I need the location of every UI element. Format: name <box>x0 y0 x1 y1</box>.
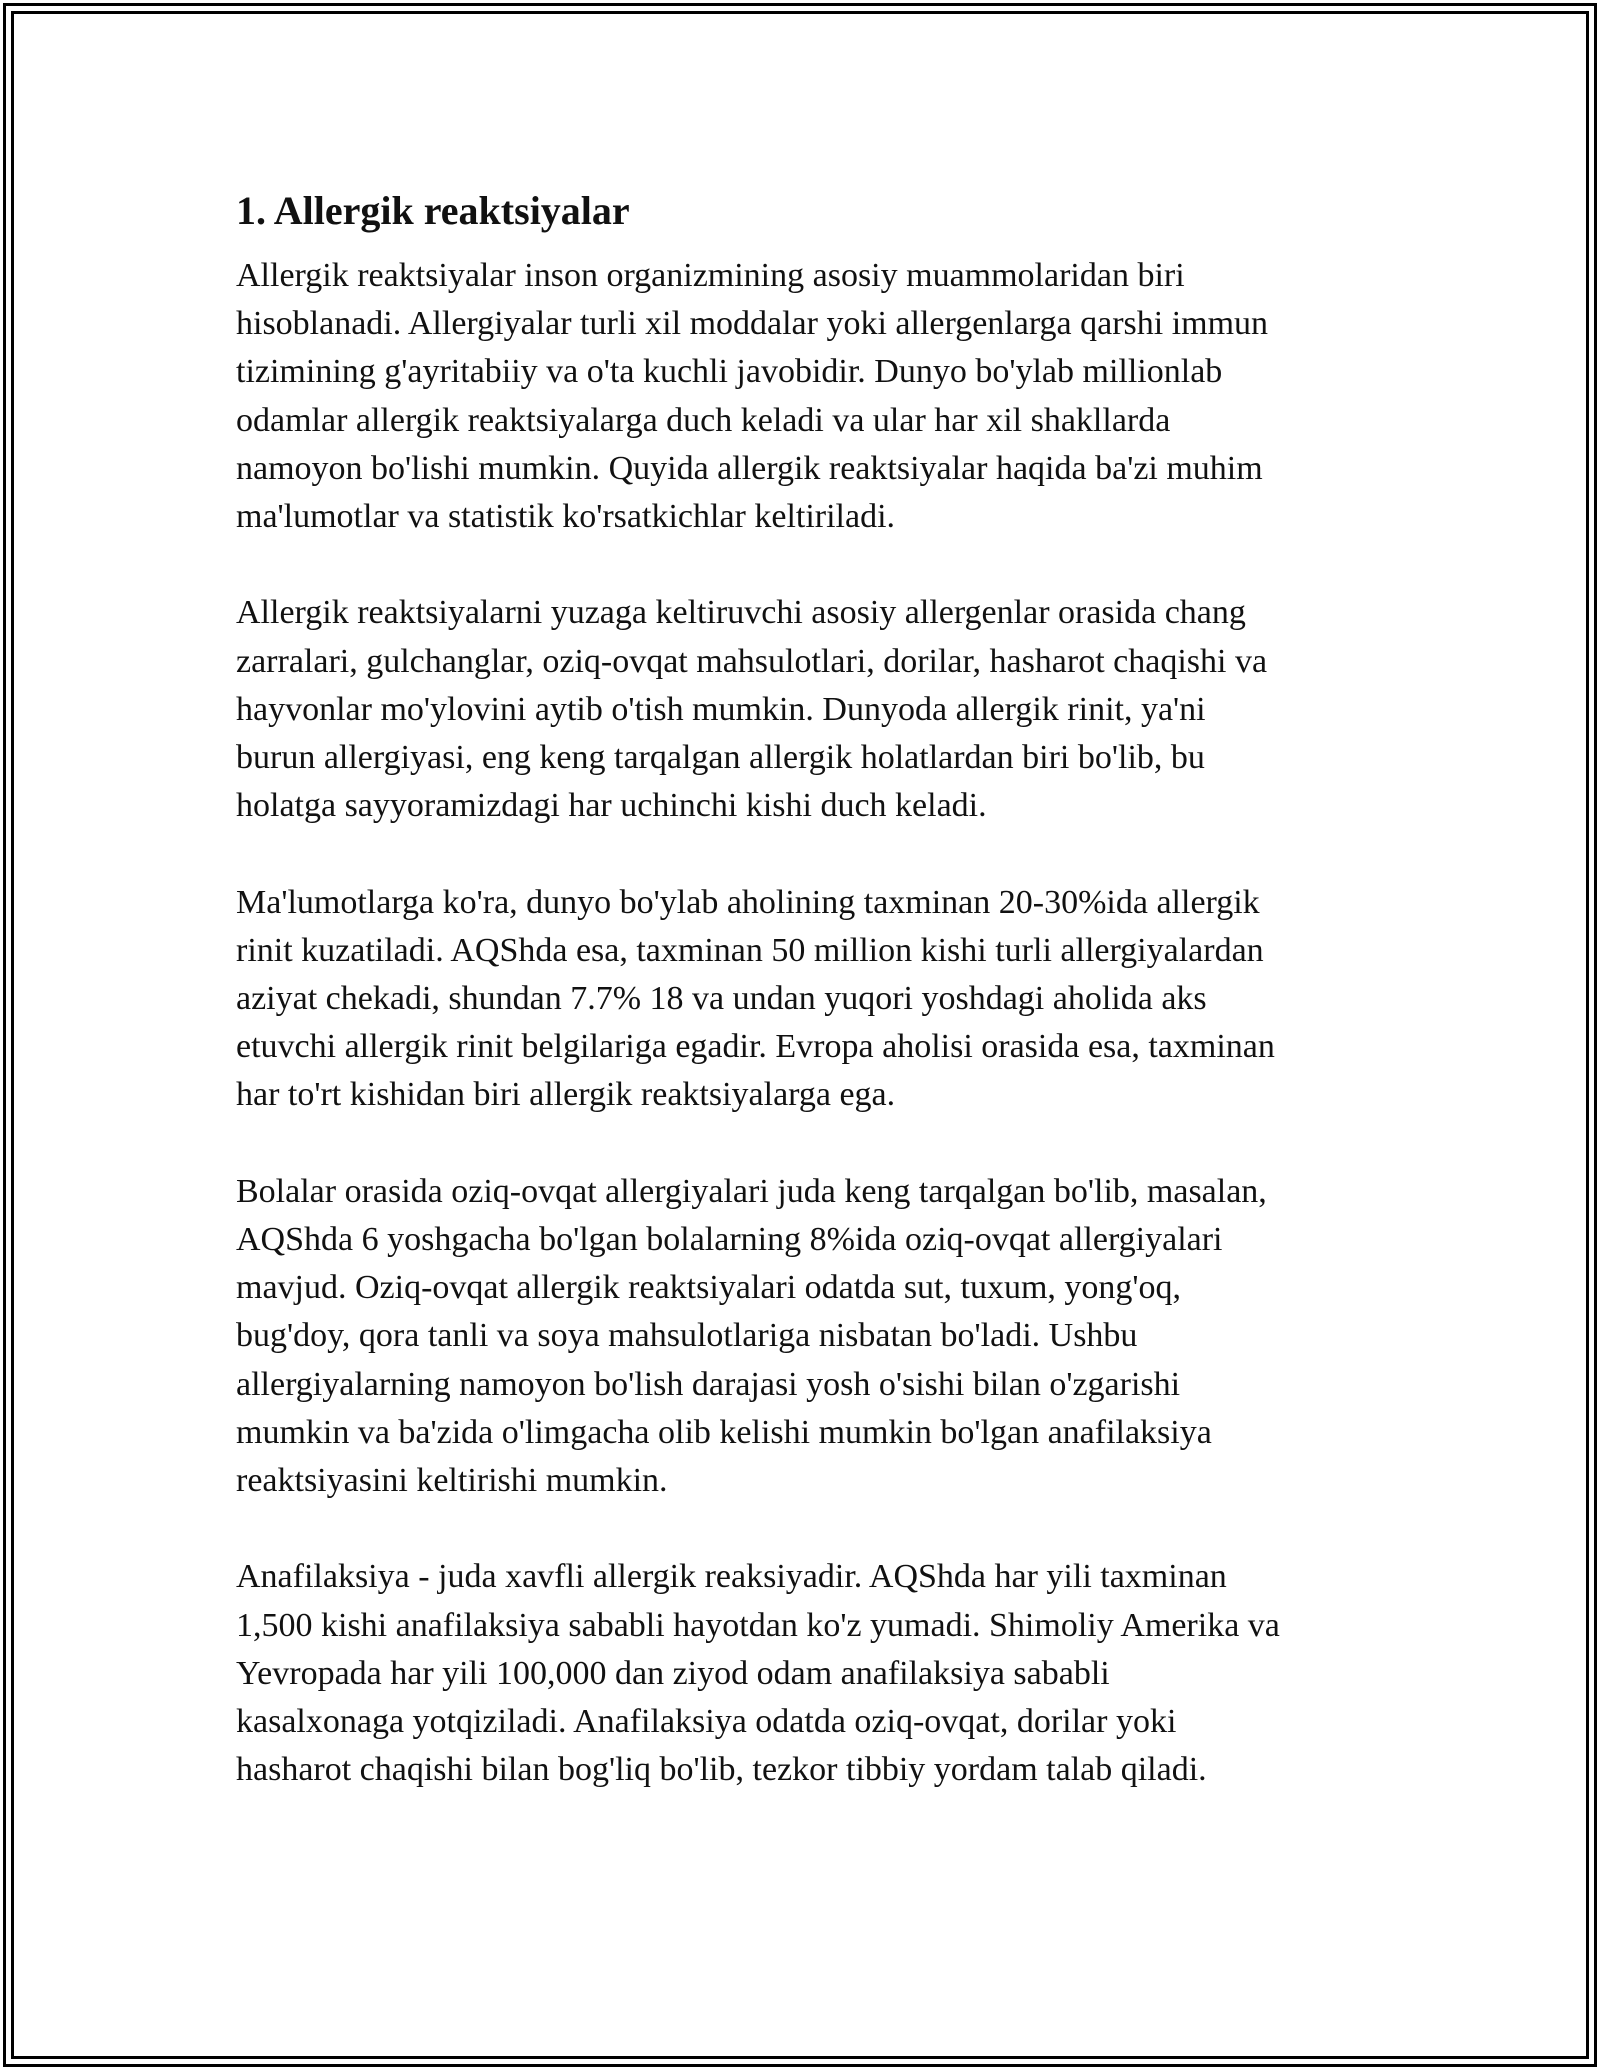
paragraph-line: mumkin va ba'zida o'limgacha olib kelishi mumkin bo'lgan anafilaksiya <box>236 1413 1212 1451</box>
paragraph-line: zarralari, gulchanglar, oziq-ovqat mahsulotlari, dorilar, hasharot chaqishi va <box>236 642 1268 680</box>
paragraph-line: hasharot chaqishi bilan bog'liq bo'lib, tezkor tibbiy yordam talab qiladi. <box>236 1751 1207 1789</box>
paragraph-line: namoyon bo'lishi mumkin. Quyida allergik reaktsiyalar haqida ba'zi muhim <box>236 449 1263 487</box>
document-body <box>236 186 1366 1843</box>
paragraph-line: hisoblanadi. Allergiyalar turli xil moddalar yoki allergenlarga qarshi immun <box>236 305 1269 343</box>
paragraph-line: Ma'lumotlarga ko'ra, dunyo bo'ylab aholining taxminan 20-30%ida allergik <box>236 883 1260 921</box>
paragraph-line: AQShda 6 yoshgacha bo'lgan bolalarning 8%ida oziq-ovqat allergiyalari <box>236 1221 1223 1259</box>
section-title: 1. Allergik reaktsiyalar <box>236 188 630 233</box>
paragraph-line: bug'doy, qora tanli va soya mahsulotlariga nisbatan bo'ladi. Ushbu <box>236 1317 1138 1355</box>
paragraph-1 <box>236 252 1366 541</box>
paragraph-line: odamlar allergik reaktsiyalarga duch keladi va ular har xil shakllarda <box>236 401 1171 439</box>
paragraph-line: ma'lumotlar va statistik ko'rsatkichlar keltiriladi. <box>236 498 896 536</box>
paragraph-3 <box>236 879 1366 1120</box>
paragraph-line: Yevropada har yili 100,000 dan ziyod odam anafilaksiya sababli <box>236 1654 1110 1692</box>
paragraph-line: etuvchi allergik rinit belgilariga egadir. Evropa aholisi orasida esa, taxminan <box>236 1028 1275 1066</box>
paragraph-line: Allergik reaktsiyalar inson organizmining asosiy muammolaridan biri <box>236 257 1185 294</box>
paragraph-line: mavjud. Oziq-ovqat allergik reaktsiyalari odatda sut, tuxum, yong'oq, <box>236 1269 1182 1307</box>
paragraph-line: Allergik reaktsiyalarni yuzaga keltiruvchi asosiy allergenlar orasida chang <box>236 594 1246 632</box>
paragraph-2 <box>236 589 1366 830</box>
paragraph-line: Anafilaksiya - juda xavfli allergik reaksiyadir. AQShda har yili taxminan <box>236 1558 1227 1596</box>
paragraph-line: tizimining g'ayritabiiy va o'ta kuchli javobidir. Dunyo bo'ylab millionlab <box>236 353 1223 391</box>
paragraph-line: holatga sayyoramizdagi har uchinchi kishi duch keladi. <box>236 787 987 825</box>
paragraph-line: aziyat chekadi, shundan 7.7% 18 va undan yuqori yoshdagi aholida aks <box>236 980 1207 1018</box>
paragraph-5 <box>236 1553 1366 1794</box>
paragraph-line: kasalxonaga yotqiziladi. Anafilaksiya odatda oziq-ovqat, dorilar yoki <box>236 1703 1177 1741</box>
paragraph-line: reaktsiyasini keltirishi mumkin. <box>236 1462 668 1500</box>
paragraph-4 <box>236 1168 1366 1505</box>
paragraph-line: rinit kuzatiladi. AQShda esa, taxminan 50 million kishi turli allergiyalardan <box>236 931 1264 969</box>
paragraph-line: hayvonlar mo'ylovini aytib o'tish mumkin. Dunyoda allergik rinit, ya'ni <box>236 690 1206 728</box>
paragraph-line: har to'rt kishidan biri allergik reaktsiyalarga ega. <box>236 1076 896 1114</box>
paragraph-line: burun allergiyasi, eng keng tarqalgan allergik holatlardan biri bo'lib, bu <box>236 739 1205 777</box>
paragraph-line: Bolalar orasida oziq-ovqat allergiyalari juda keng tarqalgan bo'lib, masalan, <box>236 1172 1267 1210</box>
paragraph-line: 1,500 kishi anafilaksiya sababli hayotdan ko'z yumadi. Shimoliy Amerika va <box>236 1606 1280 1644</box>
paragraph-line: allergiyalarning namoyon bo'lish darajasi yosh o'sishi bilan o'zgarishi <box>236 1365 1181 1403</box>
